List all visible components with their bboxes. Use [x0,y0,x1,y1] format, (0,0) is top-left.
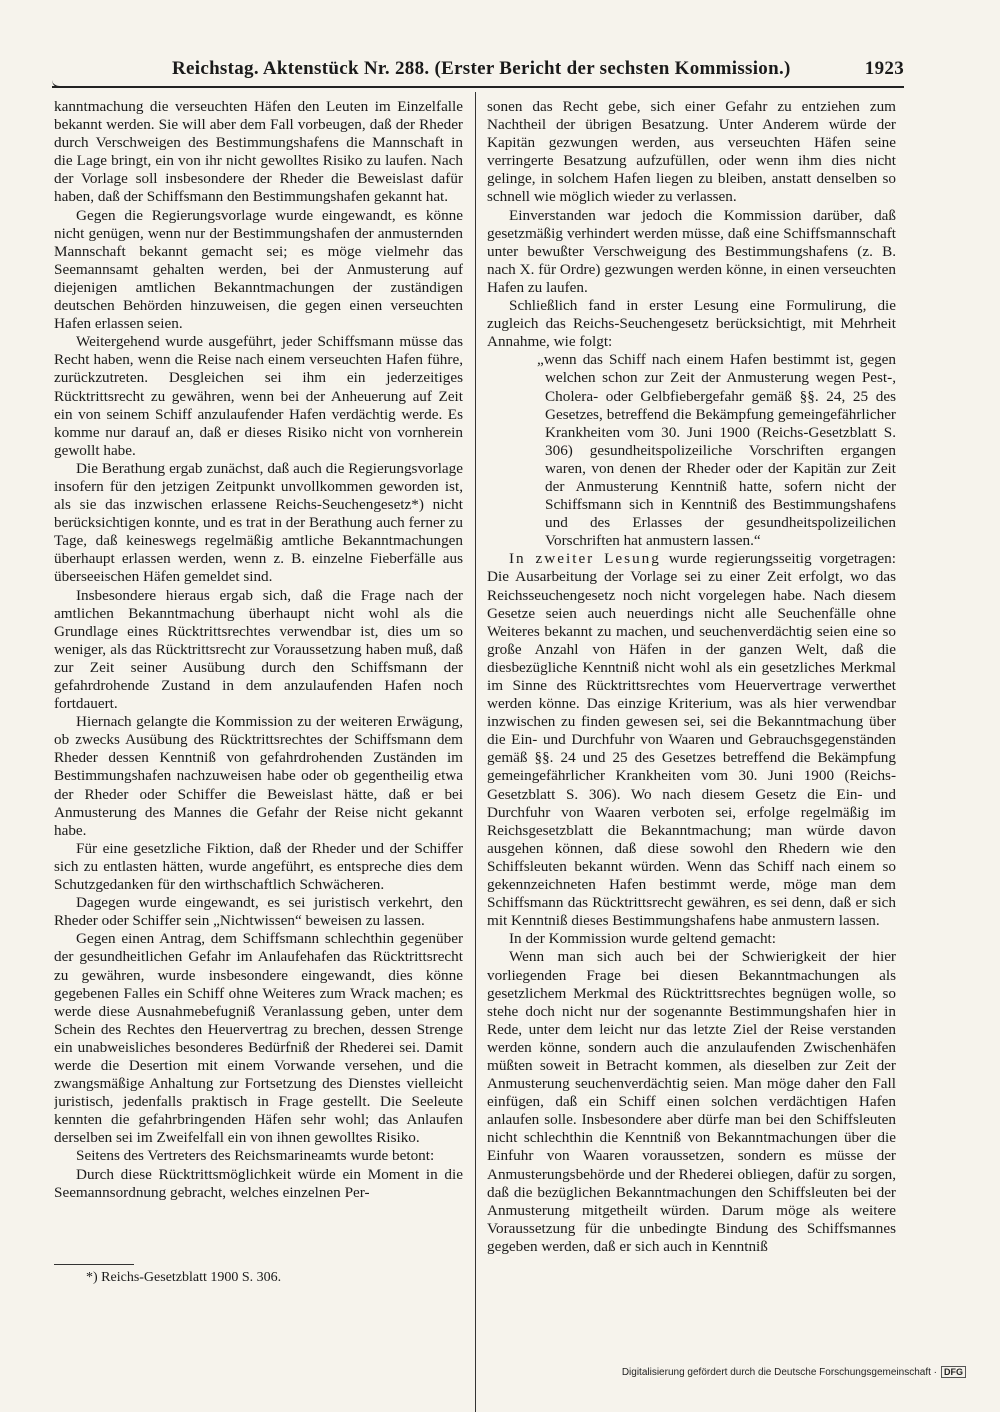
page-number: 1923 [864,58,904,79]
paragraph: Hiernach gelangte die Kommission zu der weiteren Erwägung, ob zwecks Ausübung des Rücktrittsrechtes der Schiffsmann dem Rheder dessen Kenntniß von gefahrdrohenden Zuständen im Bestimmungshafen nachzuweisen habe oder ob gegentheilig etwa der Rheder oder Schiffer die Beweislast hätte, daß er bei Anmusterung des Mannes die Gefahr der Reise nicht gekannt habe. [54,713,463,839]
dfg-logo: DFG [941,1366,966,1378]
paragraph: Einverstanden war jedoch die Kommission darüber, daß gesetzmäßig verhindert werden müsse, daß eine Schiffsmannschaft unter bewußter Verschweigung des Bestimmungshafens (z. B. nach X. für Ordre) gezwungen werden könne, in einen verseuchten Hafen zu laufen. [487,206,896,296]
paragraph: Für eine gesetzliche Fiktion, daß der Rheder und der Schiffer sich zu entlasten hätten, wurde angeführt, es entspreche dies dem Schutzgedanken für den wirthschaftlich Schwächeren. [54,839,463,894]
header-rule-flourish [52,80,82,88]
quoted-formulation: „wenn das Schiff nach einem Hafen bestimmt ist, gegen welchen schon zur Zeit der Anmusterung wegen Pest-, Cholera- oder Gelbfiebergefahr gemäß §§. 24, 25 des Gesetzes, betreffend die Bekämpfung gemeingefährlicher Krankheiten vom 30. Juni 1900 (Reichs-Gesetzblatt S. 306) gesundheitspolizeiliche Vorschriften ergangen waren, von denen der Rheder oder der Kapitän zur Zeit der Anmusterung Kenntniß hatte, sofern nicht der Schiffsmann sich in Kenntniß des Bestimmungshafens und des Erlasses der gesundheitspolizeilichen Vorschriften hat anmustern lassen.“ [537,351,896,550]
paragraph [487,550,896,930]
page-header [52,58,904,86]
column-divider [475,92,476,1412]
credit-text: Digitalisierung gefördert durch die Deutsche Forschungsgemeinschaft · [621,1367,937,1378]
paragraph: Insbesondere hieraus ergab sich, daß die Frage nach der amtlichen Bekanntmachung überhaupt nicht wohl als die Grundlage eines Rücktrittsrechtes verwendbar ist, dies um so weniger, als das Rücktrittsrecht zur Voraussetzung haben muß, daß zur Zeit seiner Ausübung durch den Schiffsmann der gefahrdrohende Zustand in dem anzulaufenden Hafen noch fortdauert. [54,586,463,713]
paragraph: Dagegen wurde eingewandt, es sei juristisch verkehrt, den Rheder oder Schiffer sein „Nichtwissen“ beweisen zu lassen. [54,894,463,930]
left-column [54,98,463,1260]
paragraph: Schließlich fand in erster Lesung eine Formulirung, die zugleich das Reichs-Seuchengesetz berücksichtigt, mit Mehrheit Annahme, wie folgt: [487,297,896,351]
header-rule [52,86,904,88]
header-title: Reichstag. Aktenstück Nr. 288. (Erster Bericht der sechsten Kommission.) [172,58,791,79]
paragraph: Gegen einen Antrag, dem Schiffsmann schlechthin gegenüber der gesundheitlichen Gefahr im Anlaufehafen das Rücktrittsrecht zu gewähren, wurde insbesondere eingewandt, dies könne gegebenen Falles ein Schiff ohne Weiteres zum Wrack machen; es werde diese Ausnahmebefugniß Veranlassung geben, unter dem Schein des Rechtes den Heuervertrag zu brechen, dessen Strenge ein unabweisliches besonderes Bedürfniß der Rhederei sei. Damit werde die Desertion mit einem Vorwande versehen, und die zwangsmäßige Anhaltung zur Fortsetzung des Dienstes vielleicht juristisch, jedenfalls praktisch in Frage gestellt. Die Seeleute kennten die gefahrbringenden Häfen sehr wohl; das Anlaufen derselben sei im Zweifelfall ein von ihnen gewolltes Risiko. [54,930,463,1147]
paragraph: Weitergehend wurde ausgeführt, jeder Schiffsmann müsse das Recht haben, wenn die Reise nach einem verseuchten Hafen führe, zurückzutreten. Desgleichen sei ihm ein jederzeitiges Rücktrittsrecht zu gewähren, wenn bei der Anheuerung auf Zeit ein von seinem Schiff anzulaufender Hafen verdächtig werde. Es komme nur darauf an, daß er dieses Risiko nicht von vornherein gewollt habe. [54,333,463,459]
paragraph: Durch diese Rücktrittsmöglichkeit würde ein Moment in die Seemannsordnung gebracht, welches einzelnen Per- [54,1165,463,1201]
paragraph: Seitens des Vertreters des Reichsmarineamts wurde betont: [76,1147,435,1165]
paragraph: kanntmachung die verseuchten Häfen den Leuten im Einzelfalle bekannt werden. Sie will aber dem Fall vorbeugen, daß der Rheder durch Verschweigen des Bestimmungshafens die Mannschaft in die Lage bringt, ein von ihr nicht gewolltes Risiko zu laufen. Nach der Vorlage soll insbesondere der Rheder die Beweislast dafür haben, daß der Schiffsmann den Bestimmungshafen gekannt hat. [54,98,463,206]
footnote: *) Reichs-Gesetzblatt 1900 S. 306. [86,1270,282,1285]
paragraph: Wenn man sich auch bei der Schwierigkeit der hier vorliegenden Frage bei diesen Bekanntmachungen als gesetzlichem Merkmal des Rücktrittsrechtes begnügen wolle, so stehe doch nicht nur der sogenannte Bestimmungshafen hier in Rede, unter dem leicht nur das letzte Ziel der Reise verstanden werden könne, sondern auch die anzulaufenden Zwischenhäfen müßten soweit in Betracht kommen, als dieselben zur Zeit der Anmusterung seuchenverdächtig seien. Man möge daher den Fall einfügen, daß ein Schiff einen solchen verdächtigen Hafen anlaufen solle. Insbesondere aber dürfe man bei den Schiffsleuten nicht schlechthin die Kenntniß von Bekanntmachungen über die Einfuhr von Waaren voraussetzen, sondern es müsse der Anmusterungsbehörde und der Rhederei obliegen, dafür zu sorgen, daß die bezüglichen Bekanntmachungen den Schiffsleuten bei der Anmusterung mitgetheilt würden. Darum möge als weitere Voraussetzung für die unbedingte Bindung des Schiffsmannes gegeben werden, daß er sich auch in Kenntniß [487,948,896,1255]
paragraph-body: wurde regierungsseitig vorgetragen: Die Ausarbeitung der Vorlage sei zu einer Zeit erfolgt, wo das Reichsseuchengesetz noch nicht vorgelegen habe. Nach diesem Gesetze seien auch neuerdings nicht alle Seuchenfälle ohne Weiteres bekannt zu machen, und seuchenverdächtig seien eine so große Anzahl von Häfen in der ganzen Welt, daß die diesbezügliche Kenntniß nicht wohl als ein gesetzliches Merkmal im Sinne des Rücktrittsrechtes vom Heuervertrage verwerthet werden könne. Das einzige Kriterium, was als hier verwendbar inzwischen zu finden gewesen sei, sei die Bekanntmachung über die Ein- und Durchfuhr von Waaren und Gebrauchsgegenständen gemäß §§. 24 und 25 des Gesetzes betreffend die Bekämpfung gemeingefährlicher Krankheiten vom 30. Juni 1900 (Reichs-Gesetzblatt S. 306). Wo nach diesem Gesetz die Ein- und Durchfuhr von Waaren verboten sei, erfolge regelmäßig im Reichsgesetzblatt die Bekanntmachung; man würde davon ausgehen können, daß diese sowohl den Rhedern wie den Schiffsleuten bekannt würden. Wenn das Schiff nach einem so gekennzeichneten Hafen bestimmt werde, möge man dem Schiffsmann das Rücktrittsrecht gewähren, es sei denn, daß er sich mit Kenntniß dieses Bestimmungshafens habe anmustern lassen. [487,550,896,930]
emphasis-lead: In zweiter Lesung [509,550,661,568]
paragraph: sonen das Recht gebe, sich einer Gefahr zu entziehen zum Nachtheil der übrigen Besatzung. Unter Anderem würde der Kapitän gezwungen werden, aus verseuchten Häfen seine verringerte Besatzung aufzufüllen, oder wenn ihm dies nicht gelinge, in solchem Hafen liegen zu bleiben, anstatt denselben so schnell wie möglich wieder zu verlassen. [487,98,896,206]
right-column [487,98,896,1308]
footnote-rule [54,1264,134,1265]
paragraph: Die Berathung ergab zunächst, daß auch die Regierungsvorlage insofern für den jetzigen Zeitpunkt unvollkommen geworden ist, als sie das inzwischen erlassene Reichs-Seuchengesetz*) nicht berücksichtigen konnte, und es trat in der Berathung auch ferner zu Tage, daß keineswegs regelmäßig amtliche Bekanntmachungen überhaupt erlassen werden, wenn z. B. einzelne Fieberfälle aus überseeischen Häfen gemeldet sind. [54,459,463,586]
paragraph: Gegen die Regierungsvorlage wurde eingewandt, es könne nicht genügen, wenn nur der Bestimmungshafen der anmusternden Mannschaft bekannt gemacht sei; es möge vielmehr das Seemannsamt gehalten werden, bei der Anmusterung auf diejenigen amtlichen Bekanntmachungen der zuständigen deutschen Behörden hinzuweisen, die gegen einen verseuchten Hafen erlassen seien. [54,206,463,333]
digitization-credit [622,1366,966,1378]
paragraph: In der Kommission wurde geltend gemacht: [509,930,776,948]
